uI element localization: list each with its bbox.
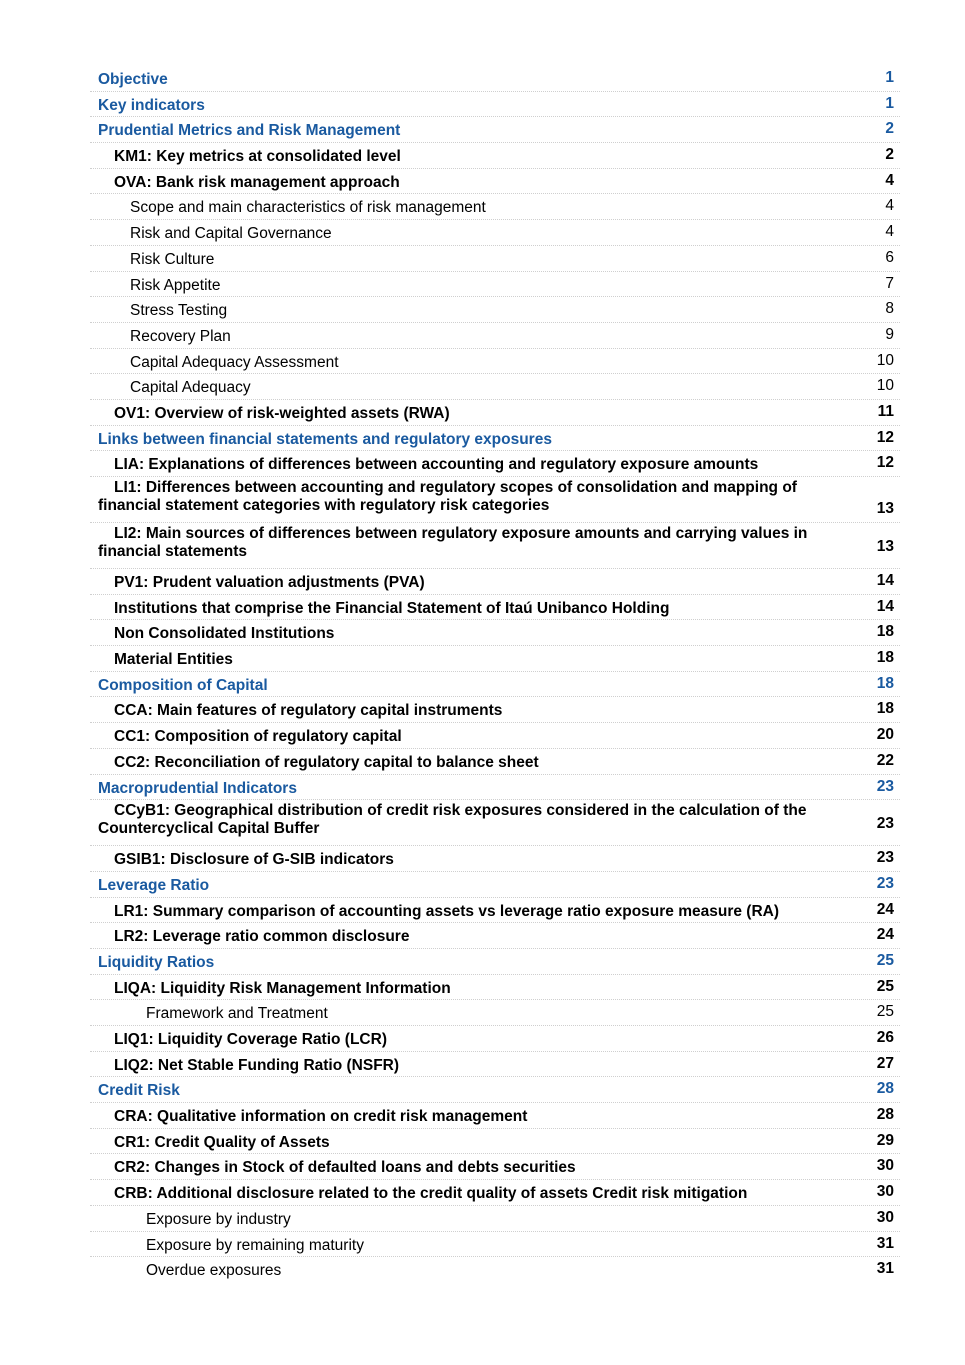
toc-entry[interactable] (90, 975, 900, 1001)
toc-entry-title[interactable]: LR2: Leverage ratio common disclosure (114, 928, 410, 946)
toc-entry[interactable] (90, 595, 900, 621)
toc-entry-title[interactable]: Credit Risk (98, 1082, 180, 1100)
toc-entry-title[interactable]: CR2: Changes in Stock of defaulted loans and debts securities (114, 1159, 576, 1177)
toc-entry[interactable] (90, 1052, 900, 1078)
toc-entry-page[interactable]: 14 (876, 597, 894, 615)
toc-entry-page[interactable]: 23 (876, 815, 894, 833)
toc-entry-title[interactable]: Exposure by industry (146, 1210, 291, 1228)
toc-entry-title[interactable]: Risk and Capital Governance (130, 225, 332, 243)
table-of-contents (90, 66, 900, 1283)
toc-entry[interactable] (90, 220, 900, 246)
toc-entry[interactable] (90, 846, 900, 872)
toc-entry-title[interactable]: CR1: Credit Quality of Assets (114, 1133, 330, 1151)
toc-entry-page[interactable]: 31 (876, 1260, 894, 1278)
toc-entry[interactable] (90, 923, 900, 949)
toc-entry[interactable] (90, 1103, 900, 1129)
toc-entry-page[interactable]: 13 (876, 500, 894, 517)
toc-entry-title[interactable]: Prudential Metrics and Risk Management (98, 122, 401, 140)
toc-entry-page[interactable]: 30 (876, 1157, 894, 1175)
toc-entry-title[interactable]: OVA: Bank risk management approach (114, 173, 400, 191)
toc-entry[interactable] (90, 143, 900, 169)
toc-entry-page[interactable]: 18 (876, 700, 894, 718)
toc-entry-title[interactable]: LI2: Main sources of differences between regulatory exposure amounts and carrying values in financial statements (98, 525, 808, 560)
toc-entry-title[interactable]: Material Entities (114, 651, 233, 669)
toc-entry[interactable] (90, 426, 900, 452)
toc-entry[interactable] (90, 246, 900, 272)
toc-entry-page[interactable]: 10 (876, 377, 894, 395)
toc-entry-title[interactable]: Leverage Ratio (98, 876, 210, 894)
toc-entry[interactable] (90, 477, 900, 523)
toc-entry[interactable] (90, 66, 900, 92)
toc-entry-title[interactable]: Framework and Treatment (146, 1005, 328, 1023)
toc-entry-page[interactable]: 9 (885, 325, 894, 343)
toc-entry-page[interactable]: 18 (876, 674, 894, 692)
toc-entry-page[interactable]: 1 (885, 69, 894, 86)
toc-entry-title[interactable]: Stress Testing (130, 302, 228, 320)
toc-entry-page[interactable]: 18 (876, 623, 894, 641)
toc-entry-title[interactable]: PV1: Prudent valuation adjustments (PVA) (114, 574, 425, 591)
toc-entry[interactable] (90, 569, 900, 595)
toc-entry[interactable] (90, 523, 900, 569)
toc-entry-page[interactable]: 24 (876, 926, 894, 944)
toc-entry-title[interactable]: LIQ1: Liquidity Coverage Ratio (LCR) (114, 1031, 387, 1048)
toc-entry[interactable] (90, 1077, 900, 1103)
toc-entry-page[interactable]: 31 (876, 1234, 894, 1252)
toc-entry[interactable] (90, 169, 900, 195)
toc-entry-page[interactable]: 28 (876, 1080, 894, 1098)
toc-entry-page[interactable]: 25 (876, 977, 894, 995)
toc-entry-page[interactable]: 25 (876, 1003, 894, 1021)
toc-entry[interactable] (90, 872, 900, 898)
toc-entry-page[interactable]: 10 (876, 351, 894, 369)
toc-entry[interactable] (90, 272, 900, 298)
toc-entry[interactable] (90, 672, 900, 698)
toc-entry-title[interactable]: Capital Adequacy (130, 379, 251, 397)
toc-entry-title[interactable]: CCA: Main features of regulatory capital instruments (114, 702, 503, 720)
toc-entry[interactable] (90, 775, 900, 801)
toc-entry-page[interactable]: 29 (876, 1131, 894, 1149)
toc-entry-page[interactable]: 26 (876, 1029, 894, 1046)
toc-entry-title[interactable]: LR1: Summary comparison of accounting assets vs leverage ratio exposure measure (RA) (114, 902, 780, 920)
toc-entry-page[interactable]: 7 (885, 274, 894, 292)
toc-entry-page[interactable]: 30 (876, 1183, 894, 1201)
toc-entry-title[interactable]: Scope and main characteristics of risk management (130, 199, 486, 217)
toc-entry-title[interactable]: CC1: Composition of regulatory capital (114, 728, 402, 746)
toc-entry-title[interactable]: Composition of Capital (98, 676, 268, 694)
toc-entry[interactable] (90, 1129, 900, 1155)
toc-entry-page[interactable]: 12 (876, 428, 894, 446)
toc-entry-page[interactable]: 20 (876, 726, 894, 744)
toc-entry[interactable] (90, 1000, 900, 1026)
toc-entry-page[interactable]: 25 (876, 951, 894, 969)
toc-entry[interactable] (90, 194, 900, 220)
toc-entry-title[interactable]: Risk Culture (130, 250, 215, 268)
toc-entry-title[interactable]: Recovery Plan (130, 327, 231, 345)
toc-entry-title[interactable]: Risk Appetite (130, 276, 221, 294)
toc-entry-page[interactable]: 22 (876, 751, 894, 769)
toc-entry[interactable] (90, 949, 900, 975)
toc-entry-page[interactable]: 4 (885, 171, 894, 189)
toc-entry-title[interactable]: Overdue exposures (146, 1262, 282, 1280)
toc-entry-page[interactable]: 23 (876, 777, 894, 795)
toc-entry[interactable] (90, 451, 900, 477)
toc-entry[interactable] (90, 374, 900, 400)
toc-entry-page[interactable]: 23 (876, 849, 894, 867)
toc-entry-page[interactable]: 30 (876, 1208, 894, 1226)
toc-entry-page[interactable]: 8 (885, 300, 894, 318)
toc-entry[interactable] (90, 297, 900, 323)
toc-entry-page[interactable]: 28 (876, 1106, 894, 1124)
toc-entry-page[interactable]: 23 (876, 874, 894, 892)
toc-entry-title[interactable]: LIA: Explanations of differences between accounting and regulatory exposure amounts (114, 456, 759, 474)
toc-entry[interactable] (90, 117, 900, 143)
toc-entry-title[interactable]: KM1: Key metrics at consolidated level (114, 148, 401, 166)
toc-entry[interactable] (90, 1154, 900, 1180)
toc-entry-title[interactable]: CC2: Reconciliation of regulatory capital to balance sheet (114, 753, 539, 771)
toc-entry-title[interactable]: Key indicators (98, 96, 205, 114)
toc-entry[interactable] (90, 723, 900, 749)
toc-entry[interactable] (90, 92, 900, 118)
toc-entry-page[interactable]: 14 (876, 572, 894, 589)
toc-entry-title[interactable]: GSIB1: Disclosure of G-SIB indicators (114, 851, 394, 869)
toc-entry[interactable] (90, 1257, 900, 1283)
toc-entry[interactable] (90, 1232, 900, 1258)
toc-entry[interactable] (90, 323, 900, 349)
toc-entry-title[interactable]: Links between financial statements and regulatory exposures (98, 430, 552, 448)
toc-entry-page[interactable]: 11 (877, 402, 894, 420)
toc-entry[interactable] (90, 1026, 900, 1052)
toc-entry-page[interactable]: 4 (885, 197, 894, 215)
toc-entry-page[interactable]: 27 (876, 1054, 894, 1072)
toc-entry-page[interactable]: 12 (876, 454, 894, 472)
toc-entry-title[interactable]: CRB: Additional disclosure related to the credit quality of assets Credit risk mitigation (114, 1185, 748, 1203)
toc-entry-title[interactable]: LIQA: Liquidity Risk Management Information (114, 979, 451, 997)
toc-entry[interactable] (90, 1180, 900, 1206)
toc-entry-page[interactable]: 24 (876, 900, 894, 918)
toc-entry[interactable] (90, 400, 900, 426)
toc-entry[interactable] (90, 349, 900, 375)
toc-entry-page[interactable]: 6 (885, 248, 894, 266)
toc-entry-page[interactable]: 18 (876, 649, 894, 667)
toc-entry-title[interactable]: Liquidity Ratios (98, 953, 215, 971)
toc-entry[interactable] (90, 898, 900, 924)
toc-entry-title[interactable]: LI1: Differences between accounting and regulatory scopes of consolidation and mapping of financial statement categories with regulatory risk categories (98, 479, 797, 514)
toc-entry[interactable] (90, 1206, 900, 1232)
toc-entry-page[interactable]: 13 (876, 538, 894, 555)
toc-entry[interactable] (90, 620, 900, 646)
toc-entry-title[interactable]: Objective (98, 71, 168, 88)
toc-entry-title[interactable]: CCyB1: Geographical distribution of credit risk exposures considered in the calculation of the Countercyclical Capital Buffer (98, 802, 807, 838)
toc-entry-title[interactable]: Capital Adequacy Assessment (130, 353, 339, 371)
toc-entry-page[interactable]: 2 (885, 146, 894, 164)
toc-entry-title[interactable]: OV1: Overview of risk-weighted assets (RWA) (114, 404, 450, 422)
toc-entry-title[interactable]: Exposure by remaining maturity (146, 1236, 364, 1254)
toc-entry-page[interactable]: 4 (885, 223, 894, 241)
toc-entry-page[interactable]: 2 (885, 120, 894, 138)
toc-entry-title[interactable]: Institutions that comprise the Financial Statement of Itaú Unibanco Holding (114, 599, 670, 617)
toc-entry-title[interactable]: LIQ2: Net Stable Funding Ratio (NSFR) (114, 1056, 400, 1074)
toc-entry[interactable] (90, 749, 900, 775)
toc-entry-title[interactable]: CRA: Qualitative information on credit risk management (114, 1108, 528, 1126)
toc-entry-page[interactable]: 1 (885, 94, 894, 112)
toc-entry[interactable] (90, 646, 900, 672)
toc-entry-title[interactable]: Non Consolidated Institutions (114, 625, 335, 643)
toc-entry[interactable] (90, 800, 900, 846)
toc-entry[interactable] (90, 697, 900, 723)
toc-entry-title[interactable]: Macroprudential Indicators (98, 779, 297, 797)
